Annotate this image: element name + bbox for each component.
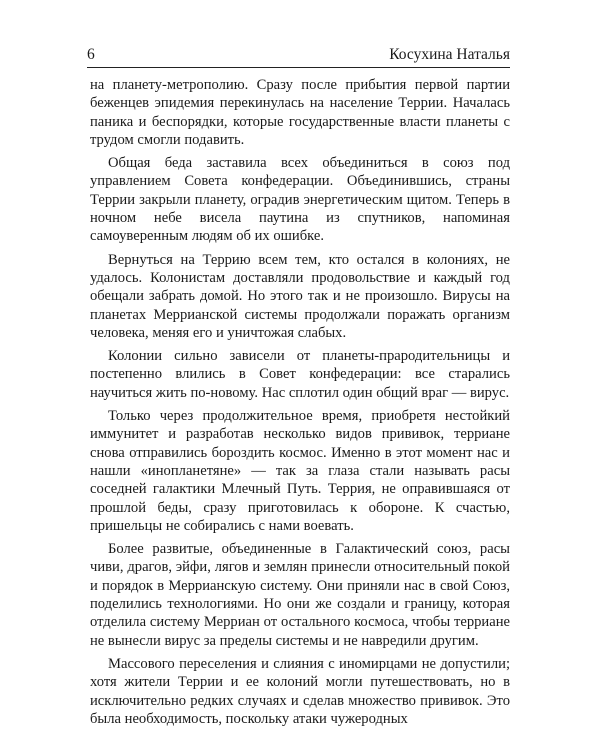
running-head xyxy=(87,40,510,64)
page-number: 6 xyxy=(87,46,95,63)
paragraph-2: Общая беда заставила всех объединиться в союз под управлением Совета конфедерации. Объединившись, страны Террии закрыли планету, оградив энергетическим щитом. Теперь в ночном небе висела паутина из спутников, напоминая самоуверенным людям об их ошибке. xyxy=(90,155,510,245)
paragraph-4: Колонии сильно зависели от планеты-прародительницы и постепенно влились в Совет конфедерации: все старались научиться жить по-новому. Нас сплотил один общий враг — вирус. xyxy=(90,348,510,401)
body-text xyxy=(90,76,510,733)
paragraph-5: Только через продолжительное время, приобретя нестойкий иммунитет и разработав несколько видов прививок, терриане снова отправились бороздить космос. Именно в этот момент нас и нашли «инопланетяне» — так за глаза стали называть расы соседней галактики Млечный Путь. Террия, не оправившаяся от прошлой беды, сразу приготовилась к обороне. К счастью, пришельцы не собирались с нами воевать. xyxy=(90,408,510,534)
paragraph-1: на планету-метрополию. Сразу после прибытия первой партии беженцев эпидемия перекинулась на население Террии. Началась паника и беспорядки, которые государственные власти планеты с трудом смогли подавить. xyxy=(90,77,510,148)
paragraph-3: Вернуться на Террию всем тем, кто остался в колониях, не удалось. Колонистам доставляли продовольствие и каждый год обещали забрать домой. Но этого так и не произошло. Вирусы на планетах Меррианской системы продолжали поражать организм человека, меняя его и уничтожая слабых. xyxy=(90,251,510,341)
paragraph-7: Массового переселения и слияния с иномирцами не допустили; хотя жители Террии и ее колоний могли путешествовать, но в исключительно редких случаях и сделав множество прививок. Это была необходимость, поскольку атаки чужеродных xyxy=(90,655,510,727)
author-name: Косухина Наталья xyxy=(389,46,510,63)
paragraph-6: Более развитые, объединенные в Галактический союз, расы чиви, драгов, эйфи, лягов и землян принесли относительный покой и порядок в Меррианскую систему. Они приняли нас в свой Союз, поделились технологиями. Но они же создали и границу, которая отделила систему Мерриан от остального космоса, чтобы терриане не вынесли вирус за пределы системы и не навредили другим. xyxy=(90,541,510,649)
header-rule xyxy=(87,67,510,68)
